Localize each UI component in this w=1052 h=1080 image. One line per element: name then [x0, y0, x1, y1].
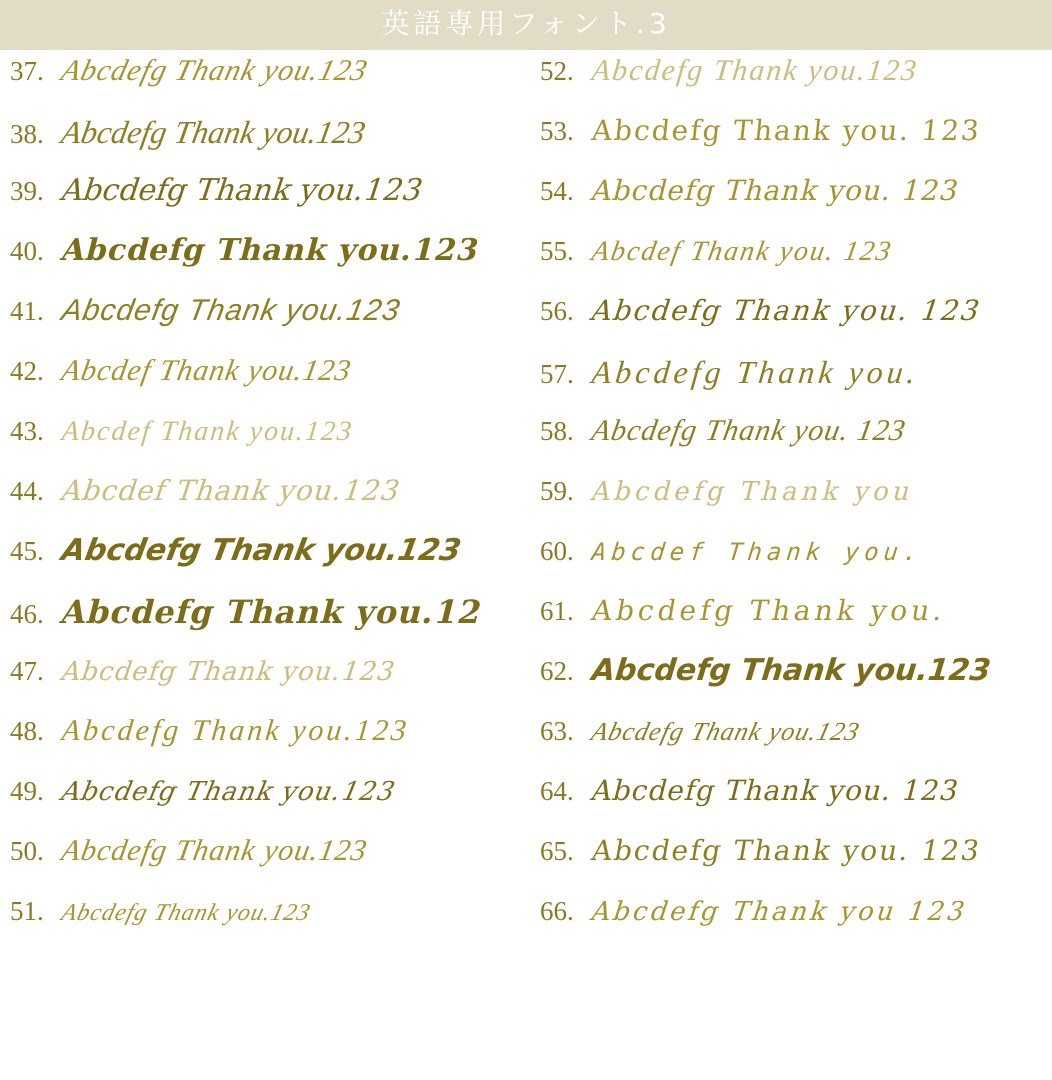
font-sample-row [540, 116, 1048, 176]
font-sample-row [10, 233, 522, 296]
sample-number: 50. [10, 836, 44, 866]
font-sample-row [540, 236, 1048, 296]
font-sample-row [10, 476, 522, 536]
font-sample-row [10, 593, 522, 656]
sample-number: 65. [540, 836, 574, 866]
font-sample-row [540, 896, 1048, 956]
sample-number: 54. [540, 176, 574, 206]
sample-text: Abcdefg Thank you.123 [590, 54, 920, 87]
sample-number: 48. [10, 716, 44, 746]
sample-text: Abcdefg Thank you. 123 [590, 114, 983, 147]
sample-number: 61. [540, 596, 574, 626]
sample-text: Abcdefg Thank you.123 [58, 900, 314, 926]
font-sample-row [540, 416, 1048, 476]
page-title: 英語専用フォント.3 [381, 7, 671, 40]
sample-text: Abcdefg Thank you.123 [57, 233, 484, 268]
sample-number: 52. [540, 56, 574, 86]
sample-text: Abcdefg Thank you.123 [57, 657, 400, 687]
sample-number: 42. [10, 356, 44, 386]
sample-number: 56. [540, 296, 574, 326]
sample-number: 55. [540, 236, 574, 266]
font-sample-row [540, 476, 1048, 536]
font-sample-row [10, 716, 522, 776]
sample-text: Abcdefg Thank you.123 [59, 834, 371, 867]
sample-number: 39. [10, 176, 44, 206]
sample-text: Abcdef Thank you. [590, 538, 925, 566]
sample-number: 43. [10, 416, 44, 446]
sample-text: Abcdef Thank you.123 [56, 474, 406, 507]
sample-number: 64. [540, 776, 574, 806]
font-sample-row [540, 716, 1048, 776]
font-sample-column-right [526, 56, 1052, 956]
sample-number: 45. [10, 536, 44, 566]
font-sample-row [10, 356, 522, 416]
sample-text: Abcdefg Thank you.12 [57, 593, 487, 631]
font-sample-row [540, 536, 1048, 596]
font-sample-row [540, 296, 1048, 356]
sample-number: 44. [10, 476, 44, 506]
font-sample-row [540, 176, 1048, 236]
sample-number: 58. [540, 416, 574, 446]
font-sample-row [540, 776, 1048, 836]
font-sample-row [540, 356, 1048, 416]
sample-text: Abcdefg Thank you. 123 [589, 414, 909, 447]
font-sample-row [10, 173, 522, 236]
page-header-banner [0, 0, 1052, 50]
sample-text: Abcdef Thank you.123 [59, 354, 355, 387]
font-sample-row [10, 656, 522, 716]
font-sample-row [10, 533, 522, 596]
sample-text: Abcdefg Thank you.123 [58, 54, 372, 87]
sample-number: 49. [10, 776, 44, 806]
sample-text: Abcdefg Thank you.123 [60, 714, 411, 747]
font-sample-row [540, 653, 1048, 716]
sample-number: 66. [540, 896, 574, 926]
sample-text: Abcdef Thank you.123 [60, 416, 355, 447]
sample-text: Abcdefg Thank you. 123 [586, 294, 987, 327]
sample-number: 51. [10, 896, 44, 926]
sample-text: Abcdefg Thank you 123 [587, 897, 972, 927]
font-sample-row [10, 896, 522, 956]
font-sample-column-left [0, 56, 526, 956]
sample-text: Abcdefg Thank you. [589, 594, 950, 627]
font-sample-row [540, 56, 1048, 116]
font-sample-row [10, 416, 522, 476]
sample-number: 59. [540, 476, 574, 506]
sample-text: Abcdefg Thank you. [590, 354, 921, 390]
sample-number: 62. [540, 656, 574, 686]
sample-text: Abcdefg Thank you.123 [59, 294, 403, 327]
sample-text: Abcdefg Thank you.123 [58, 114, 369, 150]
sample-text: Abcdefg Thank you. 123 [588, 174, 964, 207]
sample-text: Abcdefg Thank you. 123 [588, 774, 964, 807]
font-sample-row [10, 116, 522, 176]
font-sample-columns [0, 50, 1052, 956]
sample-text: Abcdefg Thank you.123 [590, 653, 993, 688]
sample-text: Abcdefg Thank you.123 [588, 717, 863, 746]
sample-text: Abcdefg Thank you.123 [56, 173, 428, 208]
sample-text: Abcdefg Thank you [588, 477, 918, 507]
sample-number: 38. [10, 119, 44, 149]
sample-text: Abcdefg Thank you.123 [59, 533, 464, 568]
sample-number: 63. [540, 716, 574, 746]
sample-number: 41. [10, 296, 44, 326]
sample-text: Abcdefg Thank you.123 [55, 777, 401, 807]
font-sample-row [10, 56, 522, 116]
sample-number: 57. [540, 359, 574, 389]
font-sample-row [10, 776, 522, 836]
sample-number: 37. [10, 56, 44, 86]
font-sample-row [10, 836, 522, 896]
font-sample-row [540, 596, 1048, 656]
sample-number: 47. [10, 656, 44, 686]
sample-text: Abcdef Thank you. 123 [589, 236, 895, 267]
font-sample-row [10, 296, 522, 356]
sample-number: 40. [10, 236, 44, 266]
sample-number: 60. [540, 536, 574, 566]
sample-text: Abcdefg Thank you. 123 [589, 834, 984, 867]
font-sample-row [540, 836, 1048, 896]
sample-number: 53. [540, 116, 574, 146]
sample-number: 46. [10, 599, 44, 629]
